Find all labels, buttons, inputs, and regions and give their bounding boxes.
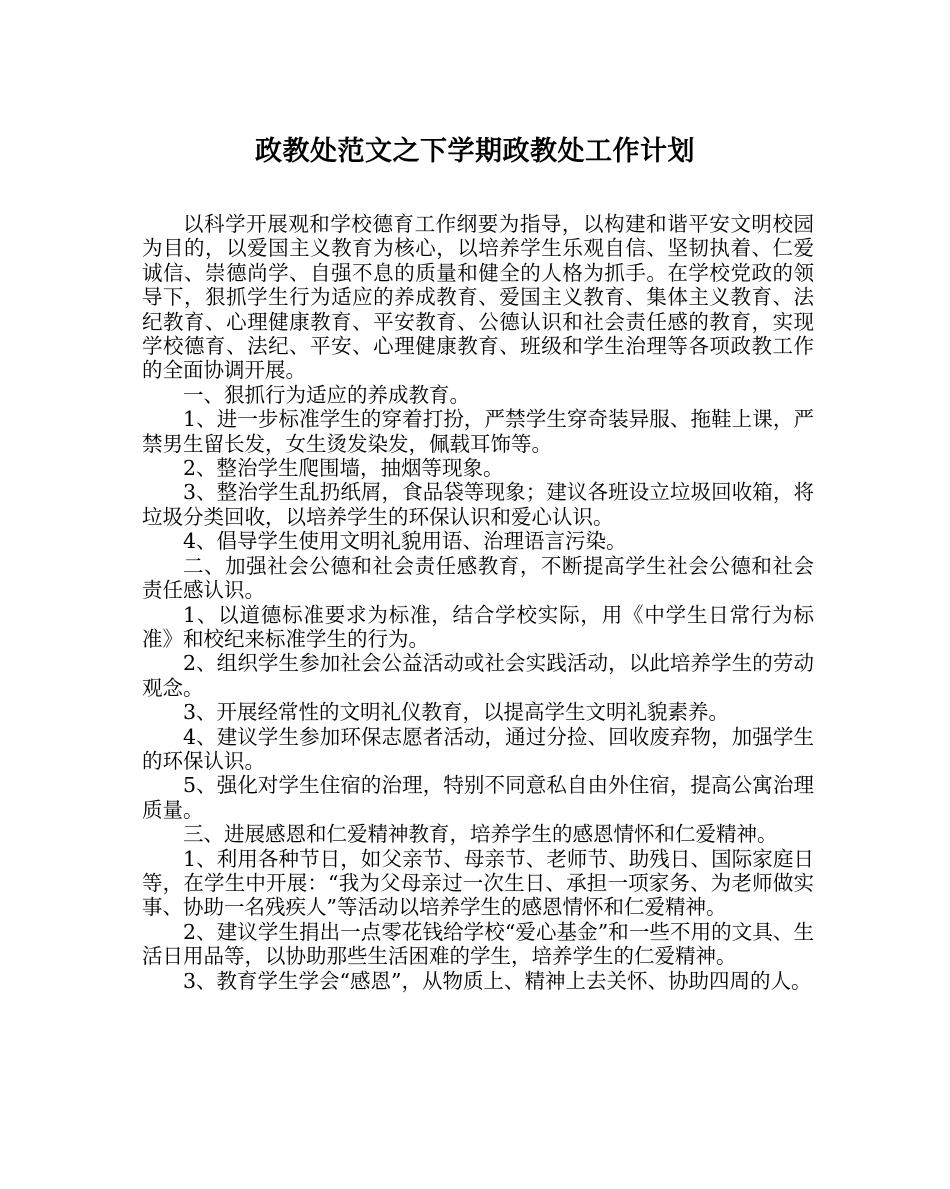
section-1-item-4: 4、倡导学生使用文明礼貌用语、治理语言污染。 (183, 529, 627, 554)
section-1-item-2: 2、整治学生爬围墙，抽烟等现象。 (183, 456, 504, 481)
section-1-item-1: 1、进一步标准学生的穿着打扮，严禁学生穿奇装异服、拖鞋上课，严禁男生留长发，女生烫发染发，佩载耳饰等。 (142, 407, 814, 456)
document-title: 政教处范文之下学期政教处工作计划 (255, 136, 695, 167)
section-2-item-1: 1、以道德标准要求为标准，结合学校实际，用《中学生日常行为标准》和校纪来标准学生的行为。 (142, 602, 814, 651)
section-heading-2: 二、加强社会公德和社会责任感教育，不断提高学生社会公德和社会责任感认识。 (142, 553, 814, 603)
section-heading-1: 一、狠抓行为适应的养成教育。 (183, 382, 470, 407)
section-3-item-3: 3、教育学生学会“感恩”，从物质上、精神上去关怀、协助四周的人。 (183, 968, 812, 993)
document-body (142, 212, 814, 993)
section-heading-3: 三、进展感恩和仁爱精神教育，培养学生的感恩情怀和仁爱精神。 (183, 822, 778, 847)
section-3-item-2: 2、建议学生捐出一点零花钱给学校“爱心基金”和一些不用的文具、生活日用品等，以协助那些生活困难的学生，培养学生的仁爱精神。 (142, 919, 814, 969)
section-3-item-1: 1、利用各种节日，如父亲节、母亲节、老师节、助残日、国际家庭日等，在学生中开展：“我为父母亲过一次生日、承担一项家务、为老师做实事、协助一名残疾人”等活动以培养学生的感恩情怀和仁爱精神。 (142, 846, 814, 920)
section-1-item-3: 3、整治学生乱扔纸屑，食品袋等现象；建议各班设立垃圾回收箱，将垃圾分类回收，以培养学生的环保认识和爱心认识。 (142, 480, 814, 529)
intro-paragraph: 以科学开展观和学校德育工作纲要为指导，以构建和谐平安文明校园为目的，以爱国主义教育为核心，以培养学生乐观自信、坚韧执着、仁爱诚信、崇德尚学、自强不息的质量和健全的人格为抓手。在学校党政的领导下，狠抓学生行为适应的养成教育、爱国主义教育、集体主义教育、法纪教育、心理健康教育、平安教育、公德认识和社会责任感的教育，实现学校德育、法纪、平安、心理健康教育、班级和学生治理等各项政教工作的全面协调开展。 (142, 212, 814, 383)
section-2-item-4: 4、建议学生参加环保志愿者活动，通过分捡、回收废弃物，加强学生的环保认识。 (142, 724, 814, 773)
section-2-item-3: 3、开展经常性的文明礼仪教育，以提高学生文明礼貌素养。 (183, 700, 730, 725)
section-2-item-5: 5、强化对学生住宿的治理，特别不同意私自由外住宿，提高公寓治理质量。 (142, 773, 814, 822)
section-2-item-2: 2、组织学生参加社会公益活动或社会实践活动，以此培养学生的劳动观念。 (142, 651, 814, 700)
